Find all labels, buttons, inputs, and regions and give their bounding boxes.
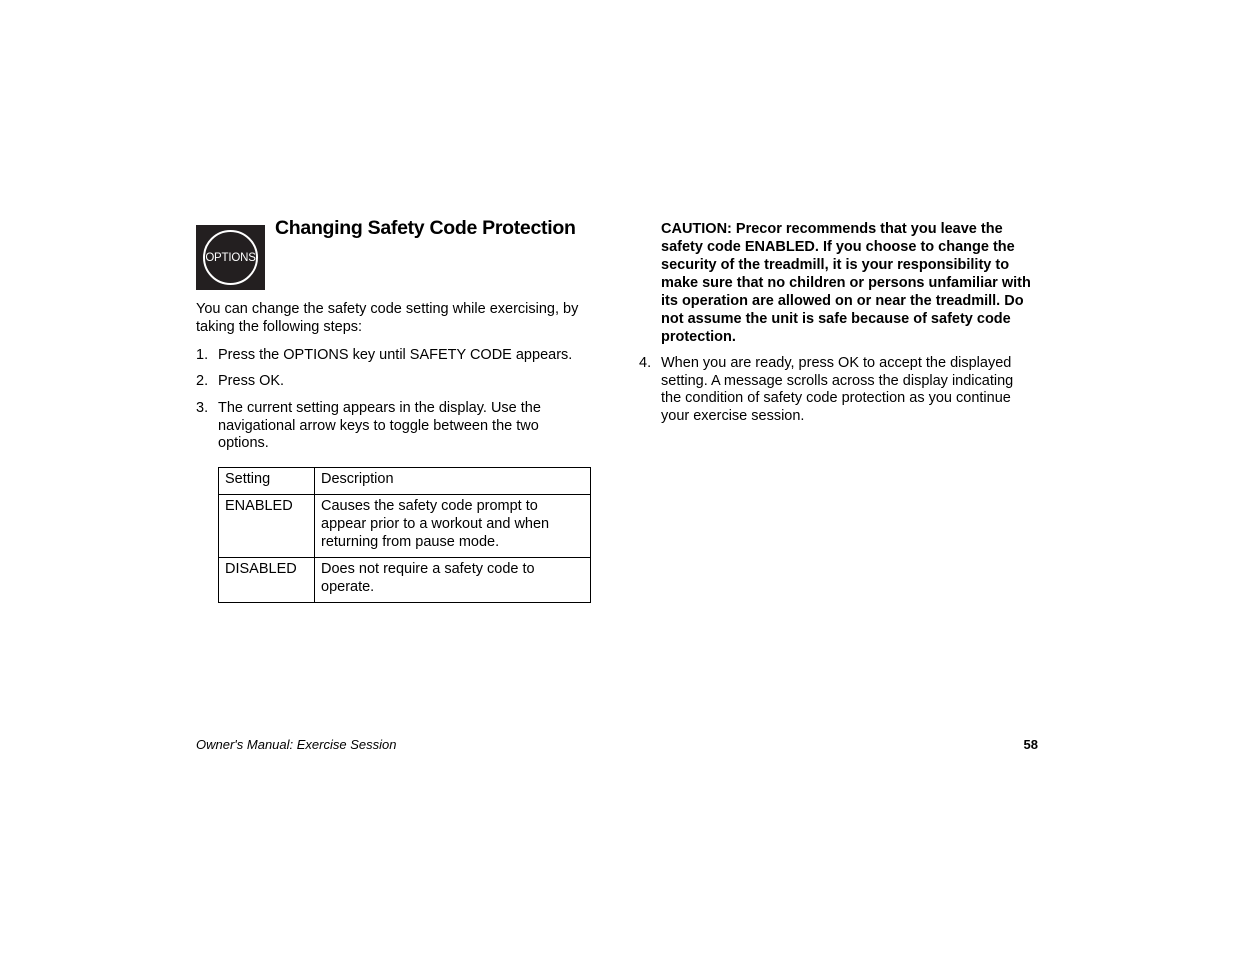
settings-table [218,467,591,603]
step-text: The current setting appears in the display. Use the navigational arrow keys to toggle between the two options. [218,400,541,451]
table-cell-setting: DISABLED [219,558,315,603]
table-cell-setting: ENABLED [219,495,315,558]
intro-paragraph: You can change the safety code setting while exercising, by taking the following steps: [196,301,579,335]
table-header-row [219,468,591,495]
table-row [219,495,591,558]
step-text: When you are ready, press OK to accept the displayed setting. A message scrolls across the display indicating the condition of safety code protection as you continue your exercise session. [661,355,1014,424]
table-cell-description: Causes the safety code prompt to appear prior to a workout and when returning from pause mode. [315,495,591,558]
step-number: 2. [196,373,209,389]
section-title: Changing Safety Code Protection [275,217,576,239]
table-header-setting: Setting [219,468,315,495]
step-number: 3. [196,400,209,416]
table-cell-description: Does not require a safety code to operate. [315,558,591,603]
page-number: 58 [1023,737,1038,752]
table-header-description: Description [315,468,591,495]
step-number: 1. [196,347,209,363]
table-row [219,558,591,603]
step-number: 4. [639,355,652,371]
options-key-label: OPTIONS [203,230,258,285]
footer-manual-title: Owner's Manual: Exercise Session [196,737,397,752]
step-text: Press OK. [218,373,285,389]
caution-paragraph: CAUTION: Precor recommends that you leave the safety code ENABLED. If you choose to change the security of the treadmill, it is your responsibility to make sure that no children or persons unfamiliar with its operation are allowed on or near the treadmill. Do not assume the unit is safe because of safety code protection. [661,221,1031,345]
options-key-icon [196,225,265,290]
step-text: Press the OPTIONS key until SAFETY CODE appears. [218,347,573,363]
